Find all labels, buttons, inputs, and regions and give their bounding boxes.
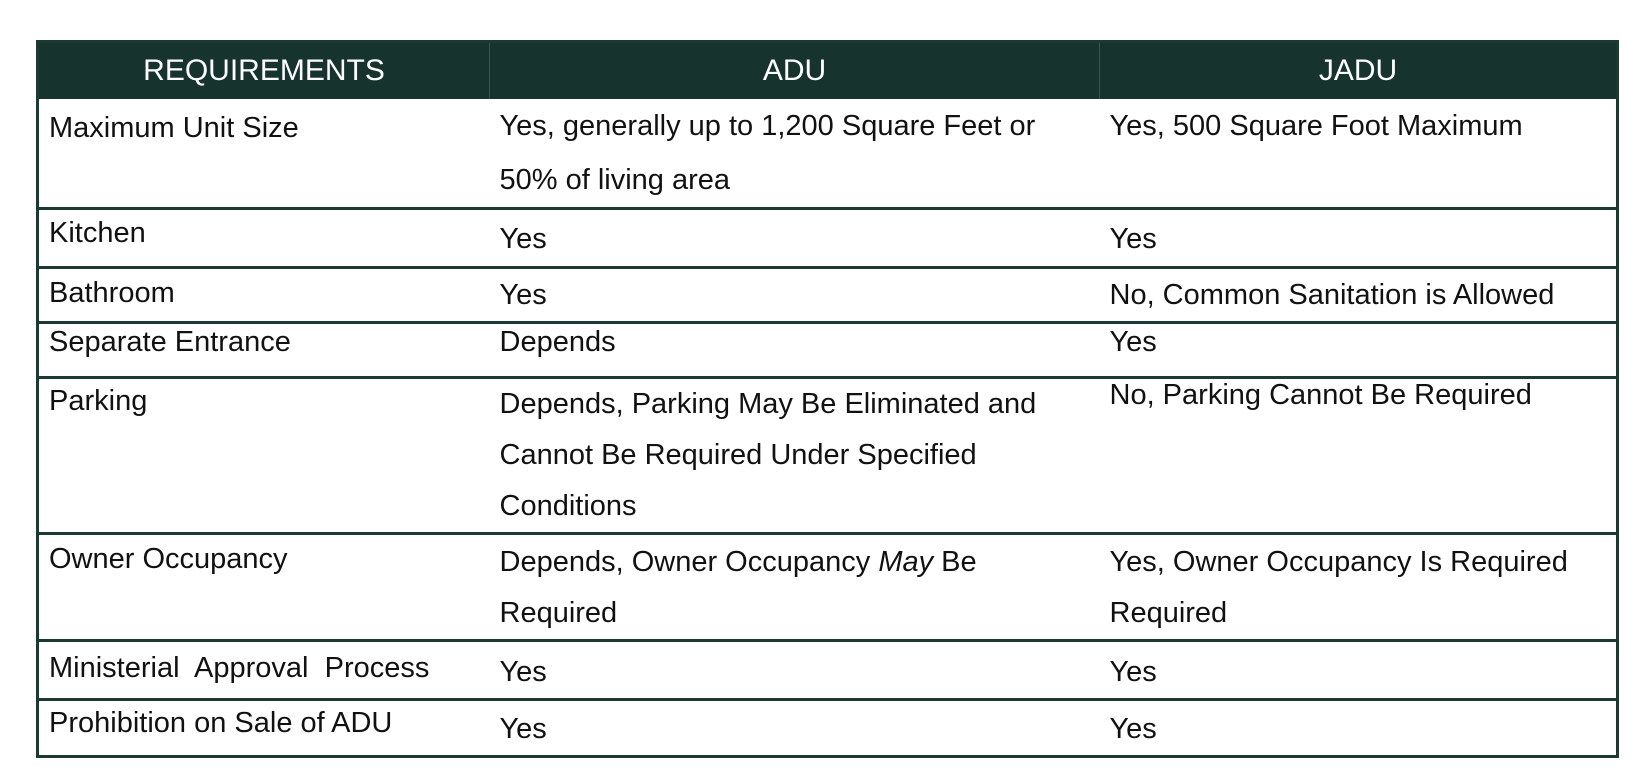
header-jadu: JADU xyxy=(1100,42,1618,100)
row-jadu-value: Yes xyxy=(1109,713,1157,745)
row-adu-value: Depends, Parking May Be Eliminated and Cannot Be Required Under Specified Conditions xyxy=(490,378,1100,534)
table-row xyxy=(38,323,1618,378)
row-adu-value xyxy=(490,534,1100,641)
comparison-table-container xyxy=(36,40,1616,758)
adu-jadu-comparison-table xyxy=(36,40,1619,758)
adu-text-part2: Be Required xyxy=(499,546,977,629)
row-adu-value: Yes xyxy=(490,641,1100,700)
table-row xyxy=(38,700,1618,757)
row-jadu-value: Yes, Owner Occupancy Is Required Required xyxy=(1100,534,1618,641)
table-row xyxy=(38,378,1618,534)
header-row xyxy=(38,42,1618,100)
row-jadu-value: Yes xyxy=(1100,323,1618,378)
row-jadu-value: No, Common Sanitation is Allowed xyxy=(1100,268,1618,323)
table-row xyxy=(38,641,1618,700)
table-row xyxy=(38,209,1618,268)
adu-text-part1: Depends, Owner Occupancy xyxy=(499,546,879,578)
row-jadu-value: Yes xyxy=(1100,641,1618,700)
row-adu-value: Yes xyxy=(490,268,1100,323)
header-adu: ADU xyxy=(490,42,1100,100)
table-row xyxy=(38,99,1618,209)
row-jadu-value: No, Parking Cannot Be Required xyxy=(1100,378,1618,534)
row-requirement: Maximum Unit Size xyxy=(38,99,490,209)
table-body xyxy=(38,99,1618,757)
row-requirement: Ministerial Approval Process xyxy=(38,641,490,700)
row-adu-value: Yes xyxy=(490,209,1100,268)
adu-text-emphasis: May xyxy=(878,546,934,578)
row-requirement: Kitchen xyxy=(38,209,490,268)
row-requirement: Prohibition on Sale of ADU xyxy=(49,707,393,739)
row-jadu-value: Yes xyxy=(1100,209,1618,268)
table-row xyxy=(38,534,1618,641)
row-jadu-value: Yes, 500 Square Foot Maximum xyxy=(1100,99,1618,209)
header-requirements: REQUIREMENTS xyxy=(38,42,490,100)
row-requirement: Owner Occupancy xyxy=(38,534,490,641)
table-header xyxy=(38,42,1618,100)
row-requirement: Bathroom xyxy=(38,268,490,323)
row-requirement: Separate Entrance xyxy=(38,323,490,378)
row-requirement: Parking xyxy=(38,378,490,534)
row-adu-value: Yes xyxy=(499,713,547,745)
row-adu-value: Depends xyxy=(490,323,1100,378)
table-row xyxy=(38,268,1618,323)
row-adu-value: Yes, generally up to 1,200 Square Feet or 50% of living area xyxy=(490,99,1100,209)
